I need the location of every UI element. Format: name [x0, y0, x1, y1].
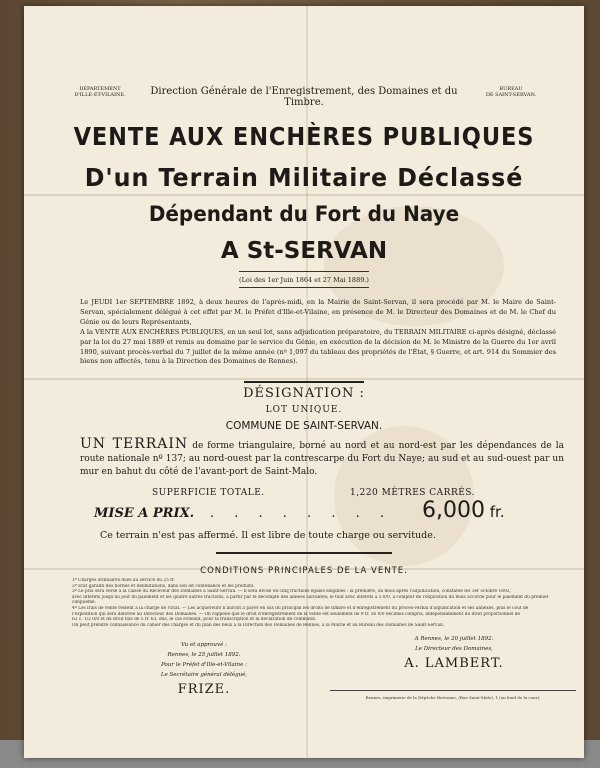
title-line-3: Dépendant du Fort du Naye — [148, 202, 460, 226]
prefect-approval: Vu et approuvé : Rennes, le 25 juillet 1892. Pour le Préfet d'Ille-et-Vilaine : Le Secrétaire général délégué, FRIZE. — [104, 640, 304, 697]
condition-line: l'expédition qui sera délivrée au Directeur des Domaines. — On rappelle que le droit d'enregistrement de la vente est seulement de 9 fr. 56 0/0 décimes compris, indépendamment du droit proportionnel de — [72, 611, 521, 617]
direction-title: Direction Générale de l'Enregistrement, des Domaines et du Timbre. — [150, 86, 458, 108]
divider — [239, 271, 369, 272]
divider — [330, 690, 576, 691]
terrain-lead: UN TERRAIN — [80, 436, 189, 452]
condition-line: 62 c. 1/2 0/0 et du droit fixe de 5 fr. 63, dus, le cas échéant, pour la transcription et la déclaration de command. — [72, 617, 317, 623]
signatory-frize: FRIZE. — [177, 682, 231, 697]
mise-a-prix-label: MISE A PRIX. — [94, 506, 195, 521]
fold-line — [24, 378, 584, 380]
divider — [239, 287, 369, 288]
terrain-text: de forme triangulaire, borné au nord et au nord-est par les dépendances de la route nationale nº 137; au nord-ouest par la contrescarpe du Fort du Naye; au sud et au sud-ouest par un mur en bahut du côté de l'avant-port de Saint-Malo. — [80, 441, 564, 477]
title-line-1: VENTE AUX ENCHÈRES PUBLIQUES — [73, 122, 535, 151]
auction-poster — [24, 6, 584, 758]
mise-a-prix-value: 6,000 fr. — [422, 498, 505, 523]
condition-line: 1º Charges ordinaires dues au service du 25 fr. — [72, 578, 175, 583]
poster-header — [40, 84, 568, 108]
divider — [216, 552, 392, 554]
sale-paragraph: A la VENTE AUX ENCHÈRES PUBLIQUES, en un seul lot, sans adjudication préparatoire, du TERRAIN MILITAIRE ci-après désigné, déclassé par la loi du 27 mai 1889 et remis au domaine par le service du Génie, en exécution de la décision de M. le Ministre de la Guerre du 1er avril 1890, suivant procès-verbal du 7 juillet de la même année (nº 1,097 du tableau des propriétés de l'État, § Guerre, et art. 914 du Sommier des biens non affectés, tenu à la Direction des Domaines de Rennes). — [80, 328, 556, 366]
signatory-lambert: A. LAMBERT. — [404, 656, 504, 671]
director-signature: A Rennes, le 20 juillet 1892. Le Directeur des Domaines, A. LAMBERT. — [354, 634, 554, 671]
condition-line: cinquième. — [72, 600, 96, 606]
conditions-list — [72, 578, 566, 628]
printer-imprint: Rennes, imprimerie de la Dépêche Bretonne, (Rue Saint-Malo), 1 (au fond de la cour). — [365, 695, 541, 700]
superficie-label: SUPERFICIE TOTALE. — [152, 488, 265, 498]
designation-title: DÉSIGNATION : — [243, 386, 365, 401]
bureau-label: BUREAU DE SAINT-SERVAN. — [485, 86, 537, 98]
divider — [244, 381, 364, 383]
title-line-4: A St-SERVAN — [220, 238, 388, 264]
condition-line: avec intérêts jusqu'au jour du paiement et les quatre autres fractions, à partir par le décompte des années suivantes; le tout avec intérêts à 5 0/0, à compter de l'expiration du mois accordé pour le paiement du premier — [72, 594, 549, 600]
lot-label: LOT UNIQUE. — [265, 405, 343, 415]
terrain-description — [80, 438, 564, 479]
leader-dots: . . . . . . . . — [210, 506, 392, 521]
intro-paragraph: Le JEUDI 1er SEPTEMBRE 1892, à deux heures de l'après-midi, en la Mairie de Saint-Servan, il sera procédé par M. le Maire de Saint-Servan, spécialement délégué à cet effet par M. le Préfet d'Ille-et-Vilaine, en présence de M. le Directeur des Domaines et de M. le Chef du Génie ou de leurs Représentants, — [80, 298, 556, 326]
terrain-note: Ce terrain n'est pas affermé. Il est libre de toute charge ou servitude. — [100, 530, 436, 541]
condition-line: 2º État garanti des bornes et délimitations, dans son lot contenance et les produits. — [72, 583, 255, 589]
fold-line — [24, 194, 584, 196]
law-reference: (Loi des 1er Juin 1864 et 27 Mai 1889.) — [239, 276, 369, 284]
title-line-2: D'un Terrain Militaire Déclassé — [84, 163, 524, 192]
condition-line: On peut prendre connaissance du cahier des charges et du plan des lieux à la Direction des Domaines de Rennes, à la Mairie et au Bureau des Domaines de Saint-Servan. — [72, 622, 445, 628]
conditions-title: CONDITIONS PRINCIPALES DE LA VENTE. — [200, 566, 408, 576]
commune-label: COMMUNE DE SAINT-SERVAN. — [225, 420, 383, 432]
department-label: DÉPARTEMENT D'ILLE-ET-VILAINE. — [74, 86, 126, 98]
condition-line: 4º Les frais de vente restent à la charge de l'État. — Les acquéreurs n'auront à payer en sus du principal les droits de timbre et d'enregistrement du procès-verbal d'adjudication et ses annexes, plus le coût de — [72, 605, 529, 611]
condition-line: 3º Le prix sera versé à la caisse du Receveur des Domaines à Saint-Servan. — Il sera divisé en cinq fractions égales exigibles : la première, un mois après l'adjudication, constatée les 1er octobre 1892, — [72, 589, 511, 595]
superficie-value: 1,220 MÈTRES CARRÉS. — [350, 488, 476, 498]
